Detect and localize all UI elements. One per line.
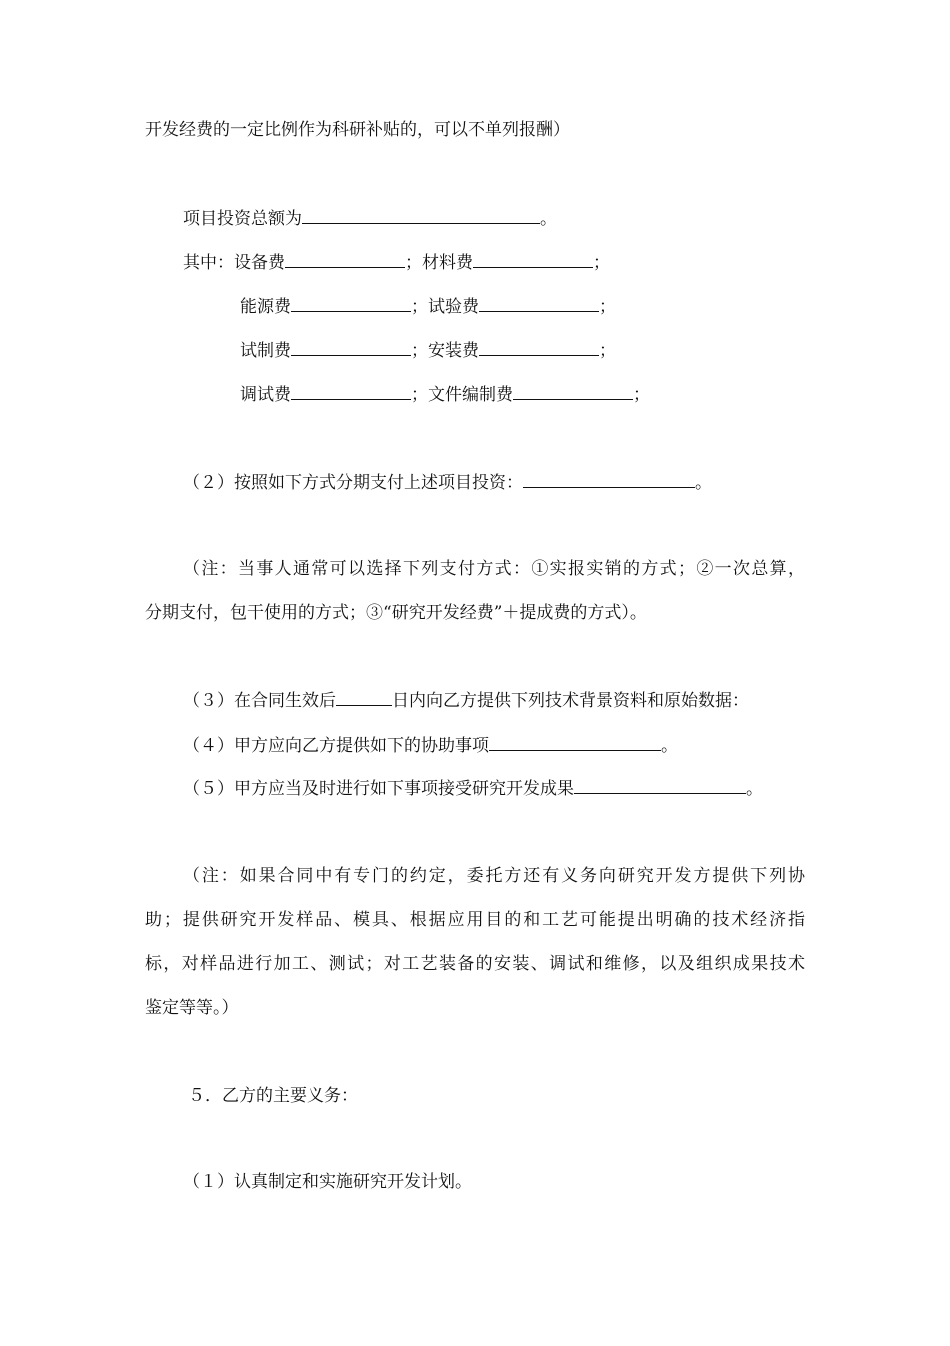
separator: ；	[405, 253, 422, 273]
cost-breakdown-row-4	[240, 382, 650, 406]
item-5-blank[interactable]	[574, 776, 746, 794]
item-3-days-blank[interactable]	[336, 688, 392, 706]
note-2-line-4: 鉴定等等。）	[145, 998, 239, 1018]
trial-production-fee-blank[interactable]	[291, 338, 411, 356]
note-2-line-1: （注：如果合同中有专门的约定，委托方还有义务向研究开发方提供下列协	[183, 866, 805, 886]
equipment-fee-blank[interactable]	[285, 250, 405, 268]
section-5-item-1: （１）认真制定和实施研究开发计划。	[183, 1172, 472, 1192]
material-fee-blank[interactable]	[473, 250, 593, 268]
item-4-text: （４）甲方应向乙方提供如下的协助事项	[183, 736, 489, 756]
section-5-heading: ５．乙方的主要义务：	[188, 1086, 358, 1106]
item-4-blank[interactable]	[489, 733, 661, 751]
item-4-end: 。	[661, 736, 678, 756]
breakdown-prefix: 其中：	[183, 253, 234, 273]
item-5-end: 。	[746, 779, 763, 799]
item-5-acceptance	[183, 776, 763, 800]
cost-breakdown-row-3	[240, 338, 616, 362]
note-1-line-2: 分期支付，包干使用的方式；③“研究开发经费”＋提成费的方式）。	[145, 603, 647, 623]
item-4-assistance	[183, 733, 678, 757]
total-investment-line	[183, 206, 557, 230]
cost-breakdown-row-1	[183, 250, 610, 274]
debugging-fee-label: 调试费	[240, 385, 291, 405]
debugging-fee-blank[interactable]	[291, 382, 411, 400]
paragraph-continuation: 开发经费的一定比例作为科研补贴的，可以不单列报酬）	[145, 120, 570, 140]
note-2-line-3: 标，对样品进行加工、测试；对工艺装备的安装、调试和维修，以及组织成果技术	[145, 954, 805, 974]
note-1-line-1: （注：当事人通常可以选择下列支付方式：①实报实销的方式；②一次总算，	[183, 559, 805, 579]
total-investment-end: 。	[540, 209, 557, 229]
documentation-fee-blank[interactable]	[513, 382, 633, 400]
material-fee-label: 材料费	[422, 253, 473, 273]
test-fee-label: 试验费	[428, 297, 479, 317]
separator: ；	[411, 341, 428, 361]
item-3-before: （３）在合同生效后	[183, 691, 336, 711]
item-2-blank[interactable]	[523, 470, 695, 488]
cost-breakdown-row-2	[240, 294, 616, 318]
total-investment-label: 项目投资总额为	[183, 209, 302, 229]
note-2-line-2: 助；提供研究开发样品、模具、根据应用目的和工艺可能提出明确的技术经济指	[145, 910, 805, 930]
row-end: ；	[599, 341, 616, 361]
total-investment-blank[interactable]	[302, 206, 540, 224]
row-end: ；	[599, 297, 616, 317]
item-2-text: （２）按照如下方式分期支付上述项目投资：	[183, 473, 523, 493]
item-2-end: 。	[695, 473, 712, 493]
separator: ；	[411, 385, 428, 405]
equipment-fee-label: 设备费	[234, 253, 285, 273]
row-end: ；	[633, 385, 650, 405]
test-fee-blank[interactable]	[479, 294, 599, 312]
documentation-fee-label: 文件编制费	[428, 385, 513, 405]
row-end: ；	[593, 253, 610, 273]
item-3-background-data	[183, 688, 749, 712]
item-3-after: 日内向乙方提供下列技术背景资料和原始数据：	[392, 691, 749, 711]
trial-production-fee-label: 试制费	[240, 341, 291, 361]
installation-fee-label: 安装费	[428, 341, 479, 361]
separator: ；	[411, 297, 428, 317]
installation-fee-blank[interactable]	[479, 338, 599, 356]
energy-fee-blank[interactable]	[291, 294, 411, 312]
item-2-installment-payment	[183, 470, 712, 494]
energy-fee-label: 能源费	[240, 297, 291, 317]
item-5-text: （５）甲方应当及时进行如下事项接受研究开发成果	[183, 779, 574, 799]
